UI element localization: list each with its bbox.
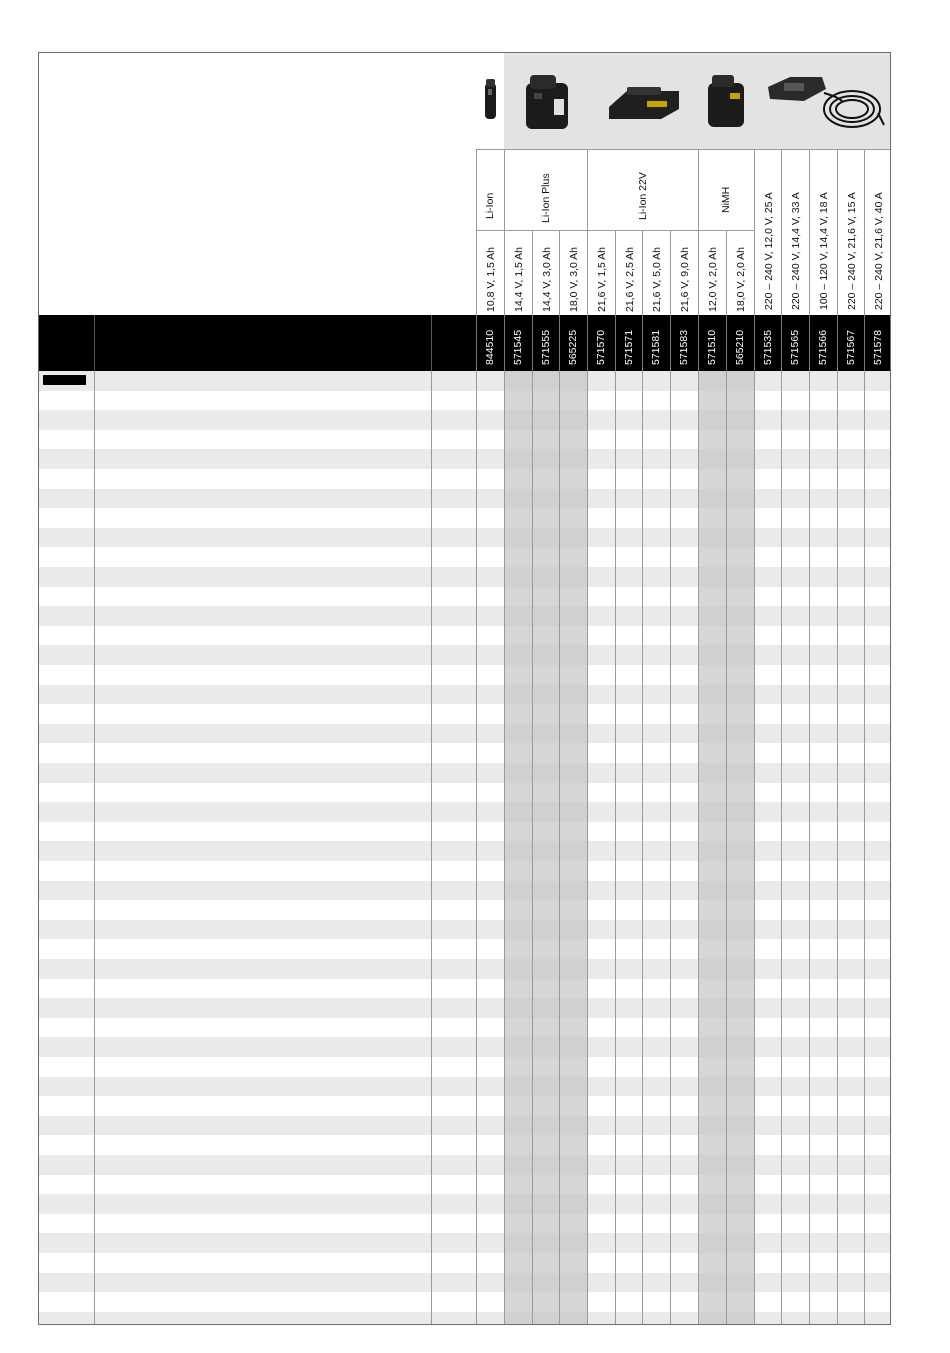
column-separator xyxy=(532,315,533,371)
column-separator xyxy=(94,315,95,371)
spec-label: 10,8 V, 1,5 Ah xyxy=(485,246,497,312)
li-ion-10v-battery-image xyxy=(476,53,504,150)
grid-line xyxy=(837,371,838,1325)
spec-label: 220 – 240 V, 12,0 V, 25 A xyxy=(762,192,775,310)
table-row xyxy=(39,1037,891,1057)
table-row xyxy=(39,1116,891,1136)
group-label-cell xyxy=(476,150,504,230)
spec-cell xyxy=(587,230,615,315)
table-row xyxy=(39,979,891,999)
charger-with-cable-image xyxy=(754,53,891,150)
grid-line xyxy=(532,371,533,1325)
header-blank-area xyxy=(39,53,476,315)
section-marker xyxy=(43,375,86,385)
table-row xyxy=(39,587,891,607)
li-ion-22v-battery-image xyxy=(587,53,698,150)
spec-cell xyxy=(698,230,726,315)
table-row xyxy=(39,900,891,920)
table-row xyxy=(39,626,891,646)
group-label-cell xyxy=(698,150,754,230)
grid-line xyxy=(781,371,782,1325)
grid-line xyxy=(809,371,810,1325)
grid-line xyxy=(94,371,95,1325)
table-row xyxy=(39,1077,891,1097)
column-separator xyxy=(431,315,432,371)
table-row xyxy=(39,881,891,901)
table-row xyxy=(39,547,891,567)
grid-line xyxy=(476,371,477,1325)
table-row xyxy=(39,508,891,528)
spec-label: 18,0 V, 2,0 Ah xyxy=(735,246,747,312)
table-row xyxy=(39,841,891,861)
spec-label: 100 – 120 V, 14,4 V, 18 A xyxy=(818,192,830,310)
table-row xyxy=(39,567,891,587)
spec-cell xyxy=(837,150,864,315)
spec-cell xyxy=(726,230,754,315)
table-row xyxy=(39,959,891,979)
column-separator xyxy=(698,315,699,371)
table-row xyxy=(39,1194,891,1214)
column-separator xyxy=(670,315,671,371)
li-ion-plus-battery-image xyxy=(504,53,587,150)
table-row xyxy=(39,1273,891,1293)
column-separator xyxy=(864,315,865,371)
table-row xyxy=(39,430,891,450)
product-image-cell xyxy=(476,53,504,150)
table-row xyxy=(39,528,891,548)
spec-cell xyxy=(615,230,642,315)
grid-line xyxy=(726,371,727,1325)
table-row xyxy=(39,1233,891,1253)
table-row xyxy=(39,469,891,489)
table-row xyxy=(39,861,891,881)
spec-cell xyxy=(809,150,837,315)
column-separator xyxy=(726,315,727,371)
table-row xyxy=(39,1214,891,1234)
table-row xyxy=(39,1018,891,1038)
table-row xyxy=(39,449,891,469)
spec-cell xyxy=(670,230,698,315)
table-row xyxy=(39,920,891,940)
grid-line xyxy=(754,371,755,1325)
column-separator xyxy=(754,315,755,371)
table-row xyxy=(39,1155,891,1175)
spec-label: 220 – 240 V, 14,4 V, 33 A xyxy=(790,192,802,310)
table-row xyxy=(39,391,891,411)
compatibility-table xyxy=(38,52,891,1325)
nimh-battery-image xyxy=(698,53,754,150)
spec-cell xyxy=(559,230,587,315)
spec-label: 21,6 V, 2,5 Ah xyxy=(623,246,636,312)
table-row xyxy=(39,1057,891,1077)
table-row xyxy=(39,1292,891,1312)
table-row xyxy=(39,998,891,1018)
table-row xyxy=(39,1253,891,1273)
table-row xyxy=(39,802,891,822)
table-row xyxy=(39,1312,891,1325)
spec-cell xyxy=(504,230,532,315)
table-row xyxy=(39,645,891,665)
column-separator xyxy=(476,315,477,371)
column-separator xyxy=(781,315,782,371)
grid-line xyxy=(587,371,588,1325)
grid-line xyxy=(559,371,560,1325)
product-image-cell xyxy=(698,53,754,150)
product-image-cell xyxy=(504,53,587,150)
column-separator xyxy=(615,315,616,371)
spec-cell xyxy=(476,230,504,315)
spec-label: 220 – 240 V, 21,6 V, 15 A xyxy=(845,192,858,310)
spec-label: 220 – 240 V, 21,6 V, 40 A xyxy=(873,192,885,310)
spec-label: 12,0 V, 2,0 Ah xyxy=(707,246,719,312)
group-label-cell xyxy=(587,150,698,230)
spec-cell xyxy=(864,150,891,315)
group-label: NiMH xyxy=(720,186,732,213)
group-label-cell xyxy=(504,150,587,230)
table-row xyxy=(39,371,891,391)
table-row xyxy=(39,1175,891,1195)
grid-line xyxy=(431,371,432,1325)
table-row xyxy=(39,606,891,626)
table-row xyxy=(39,704,891,724)
table-row xyxy=(39,822,891,842)
table-row xyxy=(39,783,891,803)
spec-label: 18,0 V, 3,0 Ah xyxy=(568,246,580,312)
table-row xyxy=(39,410,891,430)
spec-cell xyxy=(642,230,670,315)
table-row xyxy=(39,743,891,763)
column-separator xyxy=(809,315,810,371)
spec-cell xyxy=(532,230,559,315)
group-label: Li-Ion xyxy=(484,192,496,219)
table-row xyxy=(39,1096,891,1116)
spec-label: 21,6 V, 9,0 Ah xyxy=(679,246,691,312)
table-row xyxy=(39,763,891,783)
product-image-cell xyxy=(587,53,698,150)
column-separator xyxy=(504,315,505,371)
group-label: Li-Ion 22V xyxy=(637,172,649,220)
grid-line xyxy=(504,371,505,1325)
group-label: Li-Ion Plus xyxy=(540,173,552,223)
article-number-bar: 844510 571545 571555 565225 571570 571571 571581 571583 571510 565210 571535 571565 571566 571567 571578 xyxy=(39,315,891,371)
grid-line xyxy=(615,371,616,1325)
column-separator xyxy=(837,315,838,371)
spec-label: 21,6 V, 5,0 Ah xyxy=(651,246,663,312)
table-row xyxy=(39,939,891,959)
grid-line xyxy=(864,371,865,1325)
grid-line xyxy=(670,371,671,1325)
spec-label: 21,6 V, 1,5 Ah xyxy=(596,246,608,312)
table-row xyxy=(39,665,891,685)
product-image-cell xyxy=(754,53,891,150)
column-separator xyxy=(642,315,643,371)
table-row xyxy=(39,685,891,705)
column-separator xyxy=(587,315,588,371)
table-row xyxy=(39,1135,891,1155)
grid-line xyxy=(642,371,643,1325)
spec-label: 14,4 V, 1,5 Ah xyxy=(513,246,525,312)
column-separator xyxy=(559,315,560,371)
grid-line xyxy=(698,371,699,1325)
spec-cell xyxy=(754,150,781,315)
spec-label: 14,4 V, 3,0 Ah xyxy=(540,246,553,312)
spec-cell xyxy=(781,150,809,315)
table-row xyxy=(39,724,891,744)
table-row xyxy=(39,489,891,509)
